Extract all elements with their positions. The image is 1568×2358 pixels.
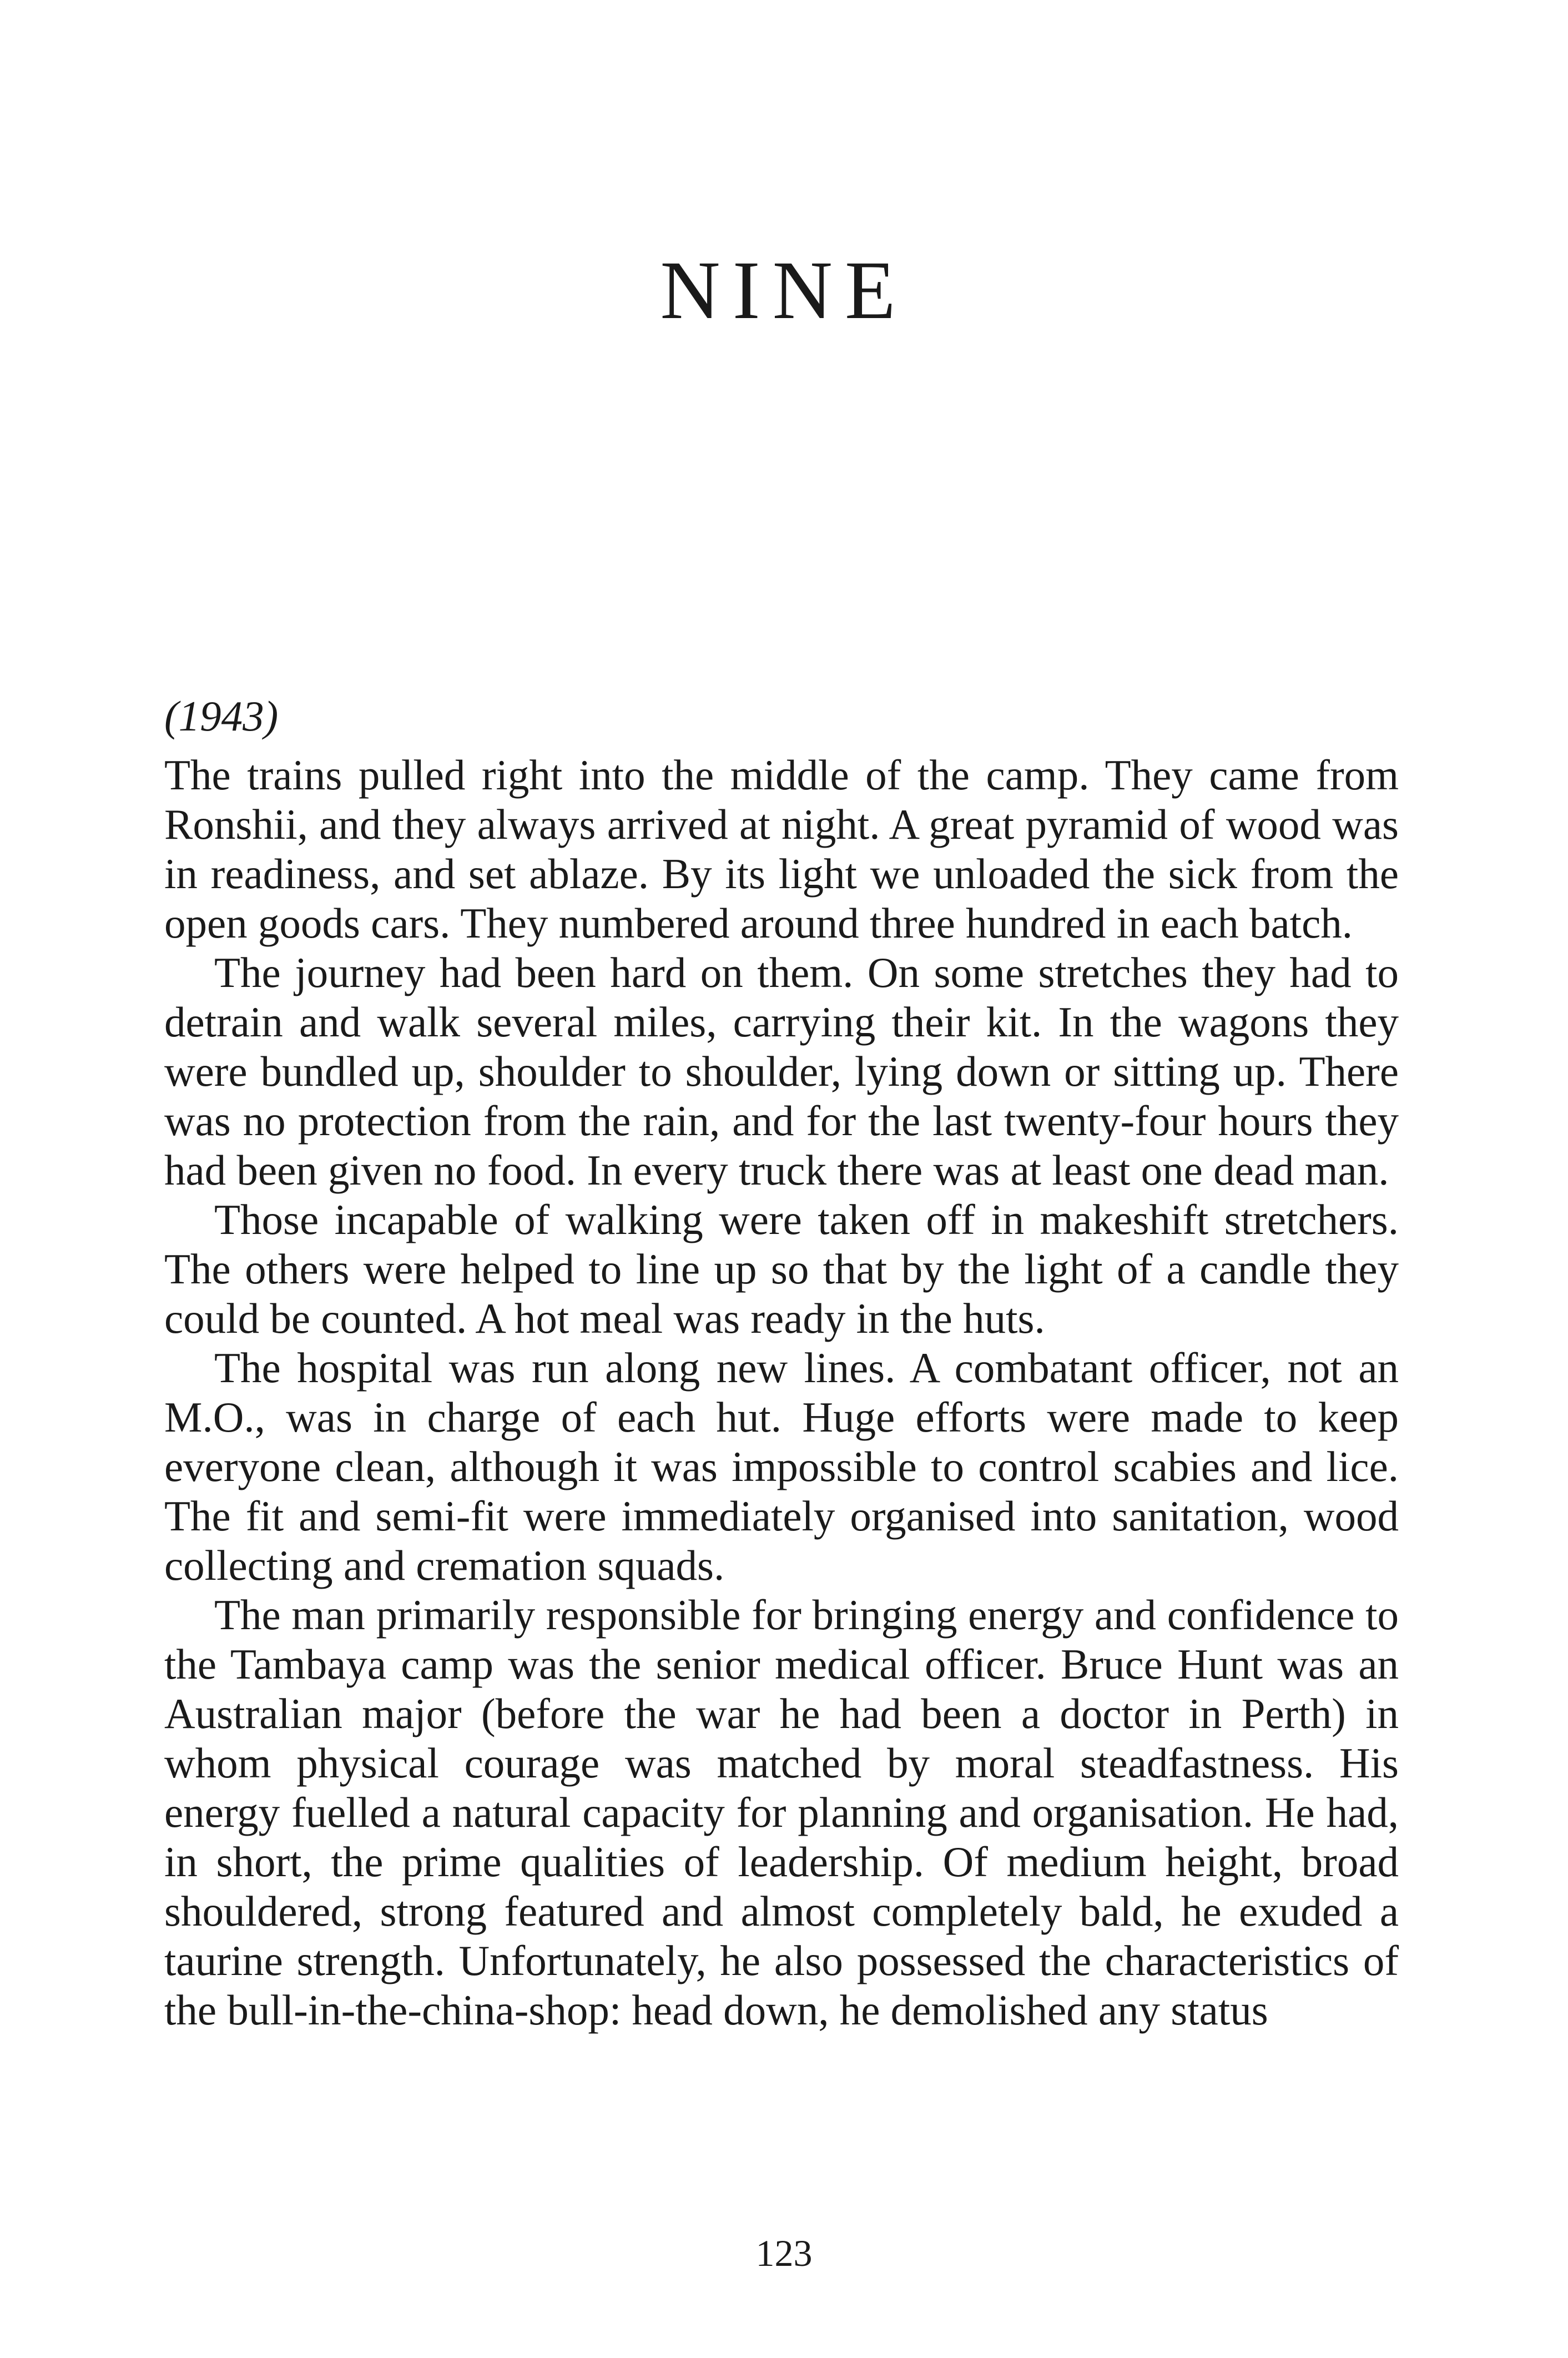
paragraph: The journey had been hard on them. On some stretches they had to detrain and walk several miles, carrying their kit. In the wagons they were bundled up, shoulder to shoulder, lying down or sitting up. There was no protection from the rain, and for the last twenty-four hours they had been given no food. In every truck there was at least one dead man. <box>164 949 1399 1194</box>
page-number: 123 <box>755 2232 813 2274</box>
chapter-title: NINE <box>660 244 908 336</box>
paragraph: The man primarily responsible for bringing energy and confidence to the Tambaya camp was the senior medical officer. Bruce Hunt was an Australian major (before the war he had been a doctor in Perth) in whom physical courage was matched by moral steadfastness. His energy fuelled a natural capacity for planning and organisation. He had, in short, the prime qualities of leadership. Of medium height, broad shouldered, strong featured and almost completely bald, he exuded a taurine strength. Unfortunately, he also possessed the characteristics of the bull-in-the-china-shop: head down, he demolished any status <box>164 1591 1399 2034</box>
paragraph: The trains pulled right into the middle of the camp. They came from Ronshii, and they always arrived at night. A great pyramid of wood was in readiness, and set ablaze. By its light we unloaded the sick from the open goods cars. They numbered around three hundred in each batch. <box>164 751 1399 947</box>
year-note: (1943) <box>164 692 279 740</box>
paragraph: Those incapable of walking were taken off in makeshift stretchers. The others were helped to line up so that by the light of a candle they could be counted. A hot meal was ready in the huts. <box>164 1196 1399 1342</box>
body-text <box>164 750 1399 2035</box>
paragraph: The hospital was run along new lines. A combatant officer, not an M.O., was in charge of each hut. Huge efforts were made to keep everyone clean, although it was impossible to control scabies and lice. The fit and semi-fit were immediately organised into sanitation, wood collecting and cremation squads. <box>164 1344 1399 1589</box>
